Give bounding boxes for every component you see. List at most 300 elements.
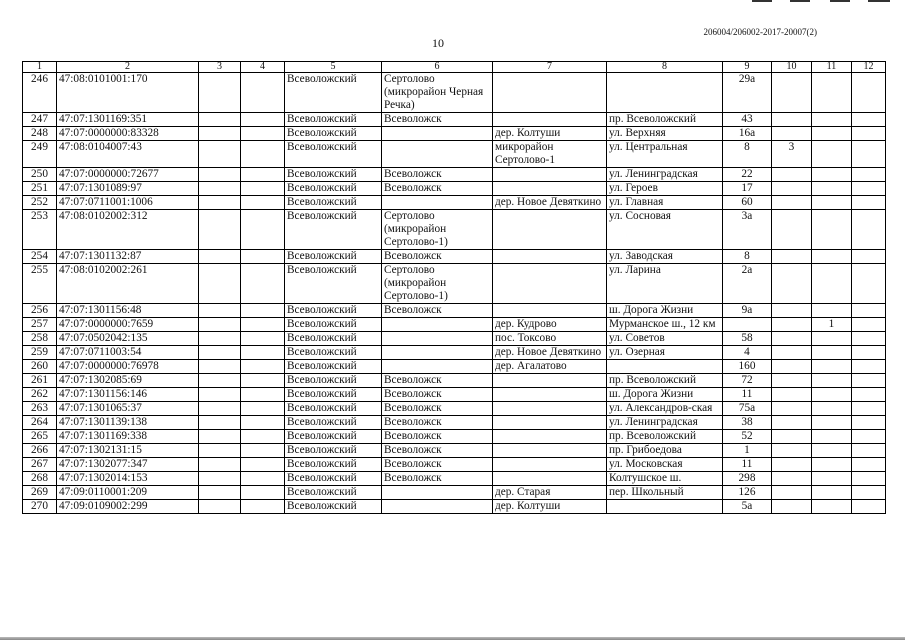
- table-cell: 249: [23, 141, 57, 168]
- table-cell: 126: [723, 486, 772, 500]
- table-cell: [493, 388, 607, 402]
- table-cell: [382, 346, 493, 360]
- table-cell: [241, 210, 285, 250]
- table-cell: [812, 113, 852, 127]
- table-cell: [852, 113, 886, 127]
- table-cell: [199, 210, 241, 250]
- table-row: [23, 472, 886, 486]
- table-cell: 260: [23, 360, 57, 374]
- table-cell: дер. Старая: [493, 486, 607, 500]
- table-cell: пр. Всеволожский: [607, 430, 723, 444]
- table-cell: [241, 304, 285, 318]
- table-cell: Сертолово (микрорайон Сертолово-1): [382, 264, 493, 304]
- table-cell: 29а: [723, 73, 772, 113]
- table-cell: [812, 210, 852, 250]
- table-cell: [382, 318, 493, 332]
- table-cell: [852, 402, 886, 416]
- table-cell: 247: [23, 113, 57, 127]
- table-cell: [199, 430, 241, 444]
- table-cell: 47:07:0000000:83328: [57, 127, 199, 141]
- table-cell: 52: [723, 430, 772, 444]
- table-cell: [772, 250, 812, 264]
- table-cell: [772, 458, 812, 472]
- table-cell: [812, 332, 852, 346]
- table-cell: 47:07:1301156:146: [57, 388, 199, 402]
- table-cell: [199, 472, 241, 486]
- table-cell: [241, 458, 285, 472]
- table-cell: 246: [23, 73, 57, 113]
- table-cell: [852, 444, 886, 458]
- table-cell: [493, 374, 607, 388]
- table-cell: ул. Центральная: [607, 141, 723, 168]
- table-row: [23, 416, 886, 430]
- table-cell: [852, 486, 886, 500]
- table-cell: [852, 318, 886, 332]
- table-cell: [772, 168, 812, 182]
- table-cell: 47:07:0502042:135: [57, 332, 199, 346]
- table-cell: [241, 346, 285, 360]
- table-cell: [199, 182, 241, 196]
- table-cell: [772, 486, 812, 500]
- table-cell: [199, 416, 241, 430]
- table-cell: [241, 73, 285, 113]
- table-cell: Всеволожск: [382, 472, 493, 486]
- table-cell: Всеволожский: [285, 304, 382, 318]
- table-cell: 1: [723, 444, 772, 458]
- table-cell: ул. Героев: [607, 182, 723, 196]
- table-cell: [241, 182, 285, 196]
- table-cell: [241, 264, 285, 304]
- table-cell: 47:07:0000000:72677: [57, 168, 199, 182]
- table-cell: [199, 360, 241, 374]
- table-cell: Всеволожский: [285, 73, 382, 113]
- table-cell: Всеволожск: [382, 430, 493, 444]
- table-cell: [199, 264, 241, 304]
- table-cell: [493, 416, 607, 430]
- table-cell: Всеволожский: [285, 374, 382, 388]
- table-cell: Всеволожский: [285, 416, 382, 430]
- table-cell: ул. Главная: [607, 196, 723, 210]
- table-cell: [382, 141, 493, 168]
- table-cell: [812, 430, 852, 444]
- table-cell: 75а: [723, 402, 772, 416]
- table-cell: [852, 374, 886, 388]
- table-cell: [199, 250, 241, 264]
- table-cell: Всеволожский: [285, 250, 382, 264]
- table-cell: [199, 168, 241, 182]
- table-cell: 72: [723, 374, 772, 388]
- table-cell: [812, 360, 852, 374]
- table-cell: [199, 458, 241, 472]
- table-cell: 256: [23, 304, 57, 318]
- table-cell: [241, 360, 285, 374]
- table-cell: 252: [23, 196, 57, 210]
- table-cell: [772, 388, 812, 402]
- table-cell: [493, 250, 607, 264]
- table-cell: Всеволожский: [285, 210, 382, 250]
- table-cell: ул. Советов: [607, 332, 723, 346]
- table-cell: [241, 402, 285, 416]
- table-cell: Всеволожский: [285, 196, 382, 210]
- table-cell: микрорайон Сертолово-1: [493, 141, 607, 168]
- table-cell: Всеволожский: [285, 402, 382, 416]
- table-cell: [199, 346, 241, 360]
- table-cell: [241, 444, 285, 458]
- table-cell: 267: [23, 458, 57, 472]
- table-cell: [493, 264, 607, 304]
- table-row: [23, 250, 886, 264]
- table-row: [23, 430, 886, 444]
- table-cell: Всеволожский: [285, 113, 382, 127]
- table-row: [23, 73, 886, 113]
- table-cell: Всеволожский: [285, 388, 382, 402]
- table-cell: [852, 264, 886, 304]
- table-cell: 47:07:1301169:338: [57, 430, 199, 444]
- table-cell: [241, 250, 285, 264]
- column-header: 3: [199, 62, 241, 73]
- table-cell: 47:07:1302014:153: [57, 472, 199, 486]
- table-cell: [241, 416, 285, 430]
- table-cell: [772, 500, 812, 514]
- table-cell: [772, 346, 812, 360]
- table-row: [23, 332, 886, 346]
- table-cell: 47:07:0711003:54: [57, 346, 199, 360]
- table-cell: [241, 486, 285, 500]
- table-cell: ул. Ленинградская: [607, 168, 723, 182]
- column-header: 7: [493, 62, 607, 73]
- table-cell: [772, 73, 812, 113]
- table-cell: [241, 472, 285, 486]
- column-header: 9: [723, 62, 772, 73]
- table-cell: [199, 500, 241, 514]
- table-cell: [852, 196, 886, 210]
- table-cell: ул. Ларина: [607, 264, 723, 304]
- table-cell: 16а: [723, 127, 772, 141]
- table-row: [23, 346, 886, 360]
- table-cell: [812, 500, 852, 514]
- table-cell: [772, 374, 812, 388]
- table-cell: Колтушское ш.: [607, 472, 723, 486]
- table-cell: [493, 182, 607, 196]
- table-cell: [199, 374, 241, 388]
- table-row: [23, 486, 886, 500]
- table-cell: 47:09:0110001:209: [57, 486, 199, 500]
- table-cell: Всеволожский: [285, 264, 382, 304]
- table-cell: [852, 304, 886, 318]
- table-cell: [812, 73, 852, 113]
- table-cell: 47:07:1301089:97: [57, 182, 199, 196]
- table-cell: пр. Грибоедова: [607, 444, 723, 458]
- table-cell: [812, 458, 852, 472]
- table-cell: [852, 416, 886, 430]
- table-cell: Всеволожск: [382, 304, 493, 318]
- table-cell: [772, 127, 812, 141]
- table-cell: [382, 360, 493, 374]
- table-cell: дер. Колтуши: [493, 500, 607, 514]
- table-cell: 43: [723, 113, 772, 127]
- table-cell: дер. Новое Девяткино: [493, 346, 607, 360]
- table-cell: [493, 73, 607, 113]
- table-cell: [772, 416, 812, 430]
- table-cell: 257: [23, 318, 57, 332]
- table-cell: [812, 374, 852, 388]
- table-cell: дер. Агалатово: [493, 360, 607, 374]
- table-cell: [607, 360, 723, 374]
- table-cell: 11: [723, 458, 772, 472]
- table-cell: [382, 196, 493, 210]
- page-number: 10: [432, 36, 444, 50]
- table-cell: [382, 332, 493, 346]
- table-row: [23, 141, 886, 168]
- table-cell: [812, 472, 852, 486]
- table-cell: [241, 168, 285, 182]
- table-cell: 251: [23, 182, 57, 196]
- table-cell: Всеволожский: [285, 127, 382, 141]
- table-cell: [241, 388, 285, 402]
- table-row: [23, 264, 886, 304]
- column-header: 6: [382, 62, 493, 73]
- table-cell: [493, 168, 607, 182]
- scan-mark: [752, 0, 772, 2]
- table-cell: [199, 113, 241, 127]
- table-cell: [852, 210, 886, 250]
- table-cell: пр. Всеволожский: [607, 113, 723, 127]
- table-cell: Всеволожский: [285, 332, 382, 346]
- table-cell: 47:08:0102002:312: [57, 210, 199, 250]
- table-cell: 253: [23, 210, 57, 250]
- table-cell: 268: [23, 472, 57, 486]
- table-cell: [812, 250, 852, 264]
- table-cell: [772, 430, 812, 444]
- table-cell: [852, 388, 886, 402]
- table-row: [23, 374, 886, 388]
- table-cell: [852, 458, 886, 472]
- table-cell: [852, 141, 886, 168]
- column-header: 12: [852, 62, 886, 73]
- column-header: 2: [57, 62, 199, 73]
- table-cell: 160: [723, 360, 772, 374]
- table-cell: 255: [23, 264, 57, 304]
- table-cell: [199, 196, 241, 210]
- table-cell: ул. Озерная: [607, 346, 723, 360]
- table-cell: ул. Московская: [607, 458, 723, 472]
- table-cell: 8: [723, 250, 772, 264]
- table-row: [23, 444, 886, 458]
- table-cell: [723, 318, 772, 332]
- table-cell: пер. Школьный: [607, 486, 723, 500]
- table-cell: [812, 196, 852, 210]
- document-id: 206004/206002-2017-20007(2): [703, 27, 817, 37]
- table-cell: Всеволожск: [382, 402, 493, 416]
- table-cell: [199, 127, 241, 141]
- table-cell: [852, 472, 886, 486]
- table-cell: 60: [723, 196, 772, 210]
- table-cell: [812, 182, 852, 196]
- table-row: [23, 304, 886, 318]
- table-cell: пос. Токсово: [493, 332, 607, 346]
- table-cell: Всеволожск: [382, 388, 493, 402]
- table-cell: [382, 500, 493, 514]
- table-cell: [812, 486, 852, 500]
- column-header: 10: [772, 62, 812, 73]
- table-cell: 265: [23, 430, 57, 444]
- table-cell: [199, 402, 241, 416]
- table-cell: [241, 430, 285, 444]
- table-cell: [852, 332, 886, 346]
- table-cell: Сертолово (микрорайон Сертолово-1): [382, 210, 493, 250]
- table-cell: [812, 388, 852, 402]
- table-cell: 47:07:1302131:15: [57, 444, 199, 458]
- table-cell: 2а: [723, 264, 772, 304]
- table-cell: ул. Заводская: [607, 250, 723, 264]
- table-cell: [812, 141, 852, 168]
- table-row: [23, 458, 886, 472]
- table-cell: ул. Сосновая: [607, 210, 723, 250]
- table-cell: Всеволожск: [382, 113, 493, 127]
- table-cell: [772, 332, 812, 346]
- table-body: [23, 73, 886, 514]
- table-cell: [607, 73, 723, 113]
- table-cell: 47:09:0109002:299: [57, 500, 199, 514]
- table-cell: 1: [812, 318, 852, 332]
- table-cell: [812, 444, 852, 458]
- table-row: [23, 168, 886, 182]
- table-cell: 264: [23, 416, 57, 430]
- table-row: [23, 210, 886, 250]
- table-cell: Всеволожский: [285, 360, 382, 374]
- table-row: [23, 402, 886, 416]
- table-cell: [772, 182, 812, 196]
- table-cell: 47:07:1302085:69: [57, 374, 199, 388]
- table-cell: 258: [23, 332, 57, 346]
- table-cell: Всеволожский: [285, 318, 382, 332]
- scan-mark: [868, 0, 890, 2]
- table-cell: [852, 168, 886, 182]
- table-cell: 47:07:1301139:138: [57, 416, 199, 430]
- table-cell: Всеволожск: [382, 444, 493, 458]
- table-cell: [382, 127, 493, 141]
- table-cell: [241, 500, 285, 514]
- table-cell: 8: [723, 141, 772, 168]
- table-cell: [812, 416, 852, 430]
- table-cell: 3а: [723, 210, 772, 250]
- table-cell: Всеволожск: [382, 374, 493, 388]
- table-cell: [241, 318, 285, 332]
- table-cell: 38: [723, 416, 772, 430]
- table-cell: [812, 127, 852, 141]
- table-cell: [812, 264, 852, 304]
- table-cell: 5а: [723, 500, 772, 514]
- table-row: [23, 500, 886, 514]
- table-cell: Всеволожский: [285, 182, 382, 196]
- scan-mark: [790, 0, 810, 2]
- table-cell: [493, 444, 607, 458]
- table-cell: дер. Кудрово: [493, 318, 607, 332]
- table-cell: 298: [723, 472, 772, 486]
- table-cell: 47:08:0104007:43: [57, 141, 199, 168]
- column-header: 11: [812, 62, 852, 73]
- table-cell: [382, 486, 493, 500]
- table-row: [23, 318, 886, 332]
- table-cell: [199, 444, 241, 458]
- table-cell: [812, 168, 852, 182]
- registry-table: [22, 61, 886, 514]
- table-cell: ул. Александров-ская: [607, 402, 723, 416]
- table-cell: 22: [723, 168, 772, 182]
- table-cell: [772, 360, 812, 374]
- table-cell: [812, 304, 852, 318]
- table-cell: [241, 196, 285, 210]
- table-cell: 47:07:1301156:48: [57, 304, 199, 318]
- table-cell: [772, 210, 812, 250]
- table-cell: Всеволожск: [382, 416, 493, 430]
- table-cell: 266: [23, 444, 57, 458]
- scan-mark: [830, 0, 850, 2]
- table-cell: ш. Дорога Жизни: [607, 388, 723, 402]
- table-cell: 17: [723, 182, 772, 196]
- table-cell: 3: [772, 141, 812, 168]
- table-cell: ш. Дорога Жизни: [607, 304, 723, 318]
- table-cell: [241, 127, 285, 141]
- table-cell: [493, 304, 607, 318]
- table-cell: [772, 472, 812, 486]
- table-cell: [772, 402, 812, 416]
- table-cell: Всеволожск: [382, 168, 493, 182]
- table-cell: дер. Новое Девяткино: [493, 196, 607, 210]
- table-cell: Всеволожский: [285, 500, 382, 514]
- table-cell: 58: [723, 332, 772, 346]
- table-cell: Всеволожский: [285, 444, 382, 458]
- table-cell: [812, 402, 852, 416]
- table-cell: [607, 500, 723, 514]
- table-cell: [812, 346, 852, 360]
- column-header: 4: [241, 62, 285, 73]
- table-cell: [852, 360, 886, 374]
- table-cell: [493, 402, 607, 416]
- table-cell: [493, 210, 607, 250]
- table-row: [23, 182, 886, 196]
- table-cell: [199, 332, 241, 346]
- table-cell: Всеволожский: [285, 486, 382, 500]
- table-cell: дер. Колтуши: [493, 127, 607, 141]
- table-cell: [772, 196, 812, 210]
- table-cell: Всеволожский: [285, 346, 382, 360]
- table-cell: Всеволожск: [382, 250, 493, 264]
- table-row: [23, 113, 886, 127]
- table-cell: [241, 332, 285, 346]
- table-cell: [493, 472, 607, 486]
- table-cell: Всеволожский: [285, 141, 382, 168]
- table-row: [23, 360, 886, 374]
- table-cell: 9а: [723, 304, 772, 318]
- table-row: [23, 388, 886, 402]
- table-cell: 261: [23, 374, 57, 388]
- table-cell: 259: [23, 346, 57, 360]
- table-cell: [852, 73, 886, 113]
- table-cell: 47:07:1302077:347: [57, 458, 199, 472]
- table-row: [23, 196, 886, 210]
- table-cell: [199, 486, 241, 500]
- table-cell: [493, 113, 607, 127]
- table-cell: Всеволожский: [285, 458, 382, 472]
- table-cell: [199, 304, 241, 318]
- table-cell: 270: [23, 500, 57, 514]
- table-cell: [852, 346, 886, 360]
- table-cell: 47:07:0000000:76978: [57, 360, 199, 374]
- table-cell: Всеволожский: [285, 472, 382, 486]
- table-cell: 262: [23, 388, 57, 402]
- column-header: 8: [607, 62, 723, 73]
